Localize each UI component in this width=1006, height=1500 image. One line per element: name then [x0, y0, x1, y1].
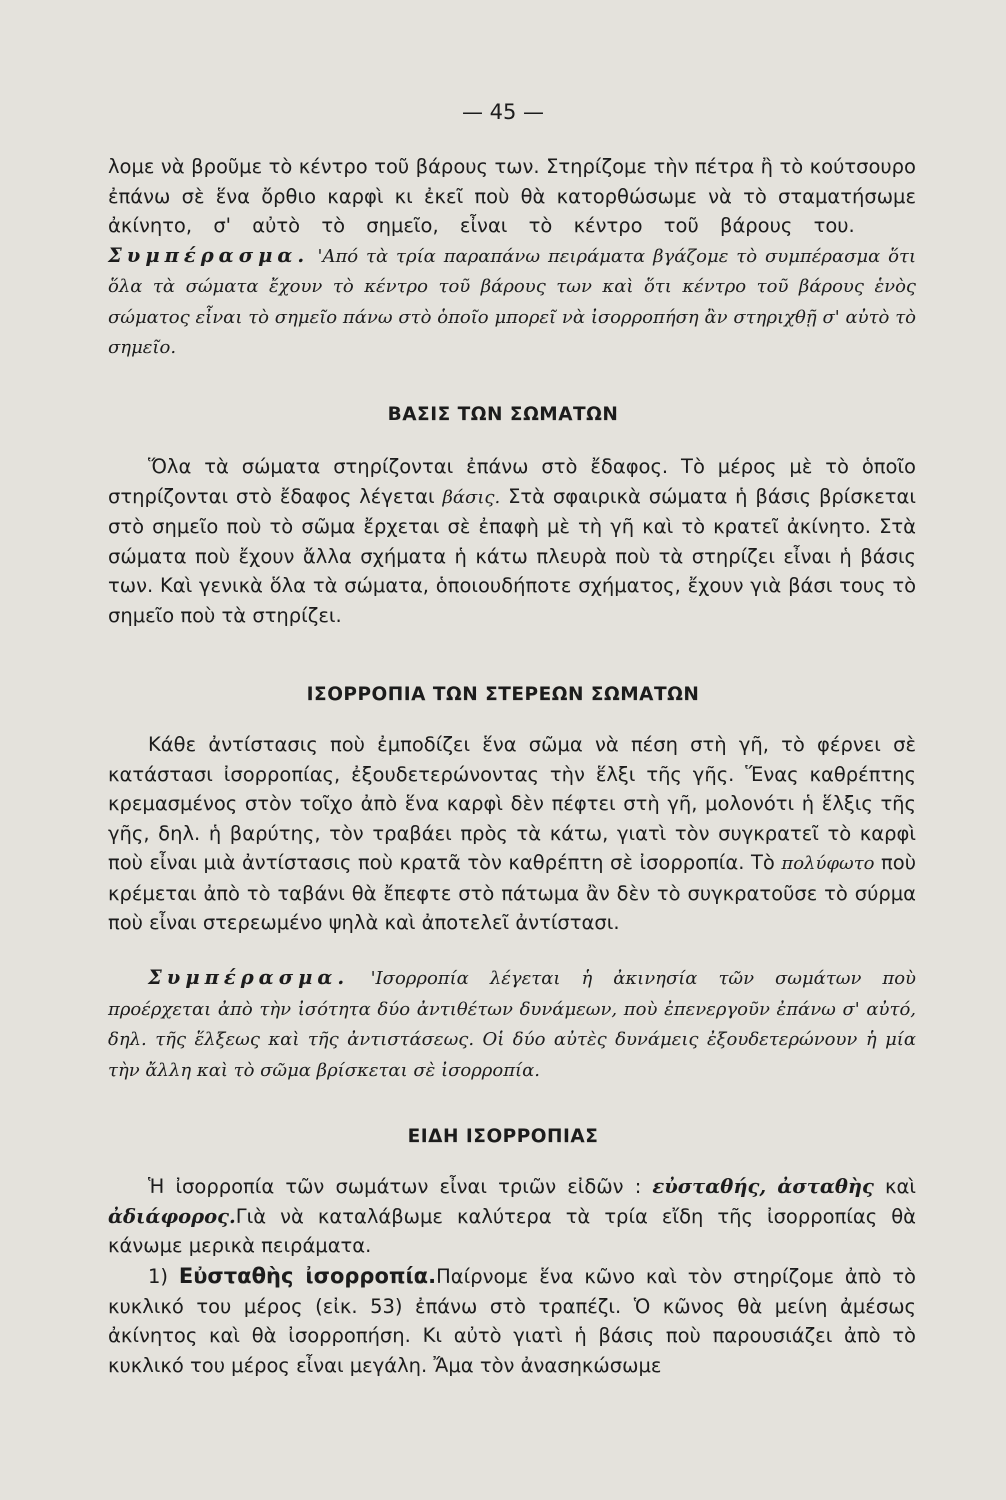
page-number: — 45 —: [461, 100, 545, 124]
paragraph-text: Στὰ σφαιρικὰ σώματα ἡ βάσις βρίσκεται στὸ σημεῖο ποὺ τὸ σῶμα ἔρχεται σὲ ἐπαφὴ μὲ τὴ γῆ καὶ τὸ κρατεῖ ἀκίνητο. Στὰ σώματα ποὺ ἔχουν ἄλλα σχήματα ἡ κάτω πλευρὰ ποὺ τὰ στηρίζει εἶναι ἡ βάσις των. Καὶ γενικὰ ὅλα τὰ σώματα, ὁποιουδήποτε σχήματος, ἔχουν γιὰ βάσι τους τὸ σημεῖο ποὺ τὰ στηρίζει.: [108, 484, 916, 627]
paragraph-text: Κάθε ἀντίστασις ποὺ ἐμποδίζει ἕνα σῶμα νὰ πέση στὴ γῆ, τὸ φέρνει σὲ κατάστασι ἰσορροπίας, ἐξουδετερώνοντας τὴν ἕλξι τῆς γῆς. Ἕνας καθρέπτης κρεμασμένος στὸν τοῖχο ἀπὸ ἕνα καρφὶ δὲν πέφτει στὴ γῆ, μολονότι ἡ ἕλξις τῆς γῆς, δηλ. ἡ βαρύτης, τὸν τραβάει πρὸς τὰ κάτω, γιατὶ τὸν συγκρατεῖ τὸ καρφὶ ποὺ εἶναι μιὰ ἀντίστασις ποὺ κρατᾶ τὸν καθρέπτη σὲ ἰσορροπία. Τὸ: [108, 733, 916, 874]
paragraph-text: Ὅλα τὰ σώματα στηρίζονται ἐπάνω στὸ ἔδαφος. Τὸ μέρος μὲ τὸ ὁποῖο στηρίζονται στὸ ἔδαφος λέγεται: [108, 455, 916, 508]
paragraph-text: Γιὰ νὰ καταλάβωμε καλύτερα τὰ τρία εἴδη τῆς ἰσορροπίας θὰ κάνωμε μερικὰ πειράματα.: [108, 1204, 916, 1257]
term-basis: βάσις.: [442, 486, 501, 508]
term-unstable: ἀσταθὴς: [777, 1175, 874, 1198]
paragraph-text: ποὺ κρέμεται ἀπὸ τὸ ταβάνι θὰ ἔπεφτε στὸ πάτωμα ἂν δὲν τὸ συγκρατοῦσε τὸ σύρμα ποὺ εἶναι στερεωμένο ψηλὰ καὶ ἀποτελεῖ ἀντίστασι.: [108, 851, 917, 934]
term-chandelier: πολύφωτο: [781, 853, 875, 874]
term-stable: εὐσταθής,: [652, 1175, 767, 1198]
paragraph-text: καὶ: [885, 1175, 916, 1198]
paragraph-center-of-gravity: [108, 152, 916, 363]
section-heading-equilibrium: ΙΣΟΡΡΟΠΙΑ ΤΩΝ ΣΤΕΡΕΩΝ ΣΩΜΑΤΩΝ: [306, 684, 700, 705]
paragraph-base: [108, 452, 916, 630]
paragraph-text: Ἡ ἰσορροπία τῶν σωμάτων εἶναι τριῶν εἰδῶν :: [148, 1175, 642, 1198]
conclusion-label: Συμπέρασμα.: [148, 966, 350, 989]
section-heading-types: ΕΙΔΗ ΙΣΟΡΡΟΠΙΑΣ: [407, 1126, 599, 1147]
item-number: 1): [148, 1265, 169, 1288]
paragraph-stable-equilibrium: [108, 1262, 916, 1380]
paragraph-conclusion: [108, 963, 916, 1085]
paragraph-text: Παίρνομε ἕνα κῶνο καὶ τὸν στηρίζομε ἀπὸ τὸ κυκλικό του μέρος (εἰκ. 53) ἐπάνω στὸ τραπέζι. Ὁ κῶνος θὰ μείνη ἀμέσως ἀκίνητος καὶ θὰ ἰσορροπήση. Κι αὐτὸ γιατὶ ἡ βάσις ποὺ παρουσιάζει ἀπὸ τὸ κυκλικό του μέρος εἶναι μεγάλη. Ἄμα τὸν ἀνασηκώσωμε: [108, 1265, 916, 1377]
paragraph-equilibrium: [108, 730, 916, 938]
paragraph-text: λομε νὰ βροῦμε τὸ κέντρο τοῦ βάρους των. Στηρίζομε τὴν πέτρα ἢ τὸ κούτσουρο ἐπάνω σὲ ἕνα ὄρθιο καρφὶ κι ἐκεῖ ποὺ θὰ κατορθώσωμε νὰ τὸ σταματήσωμε ἀκίνητο, σ' αὐτὸ τὸ σημεῖο, εἶναι τὸ κέντρο τοῦ βάρους του.: [108, 155, 916, 237]
conclusion-text: 'Ισορροπία λέγεται ἡ ἀκινησία τῶν σωμάτων ποὺ προέρχεται ἀπὸ τὴν ἰσότητα δύο ἀντιθέτων δυνάμεων, ποὺ ἐπενεργοῦν ἐπάνω σ' αὐτό, δηλ. τῆς ἕλξεως καὶ τῆς ἀντιστάσεως. Οἱ δύο αὐτὲς δυνάμεις ἐξουδετερώνουν ἡ μία τὴν ἄλλη καὶ τὸ σῶμα βρίσκεται σὲ ἰσορροπία.: [108, 968, 916, 1081]
term-stable-equilibrium: Εὐσταθὴς ἰσορροπία.: [178, 1264, 437, 1288]
paragraph-types: [108, 1172, 916, 1261]
section-heading-base: ΒΑΣΙΣ ΤΩΝ ΣΩΜΑΤΩΝ: [387, 404, 619, 425]
term-neutral: ἀδιάφορος.: [108, 1204, 236, 1228]
conclusion-label: Συμπέρασμα.: [108, 243, 310, 267]
conclusion-text: 'Από τὰ τρία παραπάνω πειράματα βγάζομε τὸ συμπέρασμα ὅτι ὅλα τὰ σώματα ἔχουν τὸ κέντρο τοῦ βάρους των καὶ ὅτι κέντρο τοῦ βάρους ἑνὸς σώματος εἶναι τὸ σημεῖο πάνω στὸ ὁποῖο μπορεῖ νὰ ἰσορροπήση ἂν στηριχθῇ σ' αὐτὸ τὸ σημεῖο.: [108, 245, 917, 358]
